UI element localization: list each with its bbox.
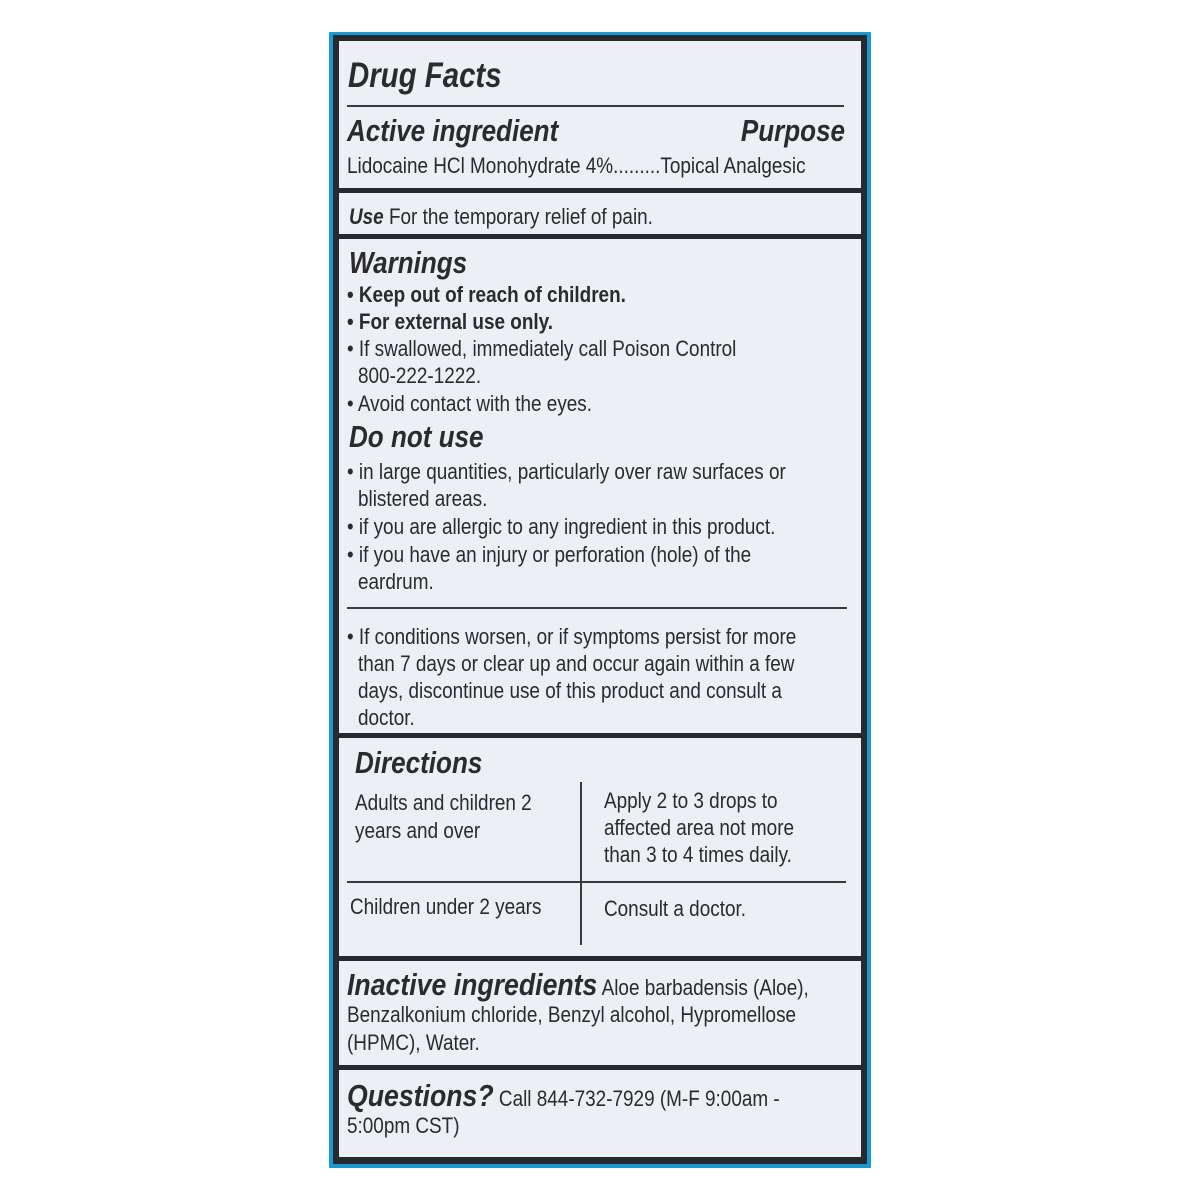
directions-what: affected area not more — [604, 815, 795, 840]
inactive-line: Aloe barbadensis (Aloe), — [601, 975, 809, 1000]
directions-column-divider — [580, 782, 582, 945]
questions-line: Call 844-732-7929 (M-F 9:00am - — [498, 1086, 780, 1111]
warning-line: • Avoid contact with the eyes. — [347, 391, 593, 416]
inactive-line: Benzalkonium chloride, Benzyl alcohol, Hypromellose — [347, 1002, 797, 1027]
do-not-use-line: eardrum. — [358, 569, 434, 594]
questions-first-line — [347, 1079, 780, 1116]
warning-line: 800-222-1222. — [358, 363, 482, 388]
do-not-use-line: • in large quantities, particularly over raw surfaces or — [347, 459, 786, 484]
inactive-first-line — [347, 968, 809, 1005]
section-divider — [339, 234, 861, 239]
section-divider — [339, 188, 861, 193]
questions-line: 5:00pm CST) — [347, 1113, 460, 1138]
directions-what: Apply 2 to 3 drops to — [604, 788, 778, 813]
warning-line: • If swallowed, immediately call Poison Control — [347, 336, 737, 361]
active-ingredient-line: Lidocaine HCl Monohydrate 4%.........Topical Analgesic — [347, 153, 806, 178]
directions-what: than 3 to 4 times daily. — [604, 842, 792, 867]
stop-use-line: days, discontinue use of this product and consult a — [358, 678, 782, 703]
warning-line: • Keep out of reach of children. — [347, 282, 626, 307]
questions-heading: Questions? — [347, 1078, 494, 1113]
use-section — [349, 203, 653, 231]
do-not-use-line: • if you have an injury or perforation (hole) of the — [347, 542, 752, 567]
section-divider — [339, 733, 861, 738]
stop-use-line: • If conditions worsen, or if symptoms persist for more — [347, 624, 797, 649]
use-text: For the temporary relief of pain. — [388, 204, 653, 229]
active-ingredient-heading: Active ingredient — [347, 113, 559, 148]
stop-use-line: doctor. — [358, 705, 415, 730]
inactive-line: (HPMC), Water. — [347, 1030, 480, 1055]
directions-who: Children under 2 years — [350, 894, 542, 919]
directions-who: Adults and children 2 — [355, 790, 532, 815]
stop-use-line: than 7 days or clear up and occur again within a few — [358, 651, 795, 676]
use-label: Use — [349, 204, 384, 229]
directions-heading: Directions — [355, 745, 483, 780]
inactive-heading: Inactive ingredients — [347, 967, 598, 1002]
do-not-use-line: • if you are allergic to any ingredient in this product. — [347, 514, 776, 539]
purpose-heading: Purpose — [740, 113, 845, 148]
section-divider — [339, 1065, 861, 1070]
warnings-heading: Warnings — [349, 245, 468, 280]
page-title: Drug Facts — [348, 56, 502, 95]
do-not-use-line: blistered areas. — [358, 486, 488, 511]
section-divider — [339, 956, 861, 961]
warning-line: • For external use only. — [347, 309, 554, 334]
directions-who: years and over — [355, 818, 481, 843]
directions-what: Consult a doctor. — [604, 896, 746, 921]
warnings-divider — [347, 607, 847, 609]
title-divider — [347, 105, 844, 107]
do-not-use-heading: Do not use — [349, 419, 484, 454]
directions-row-divider — [347, 881, 846, 883]
